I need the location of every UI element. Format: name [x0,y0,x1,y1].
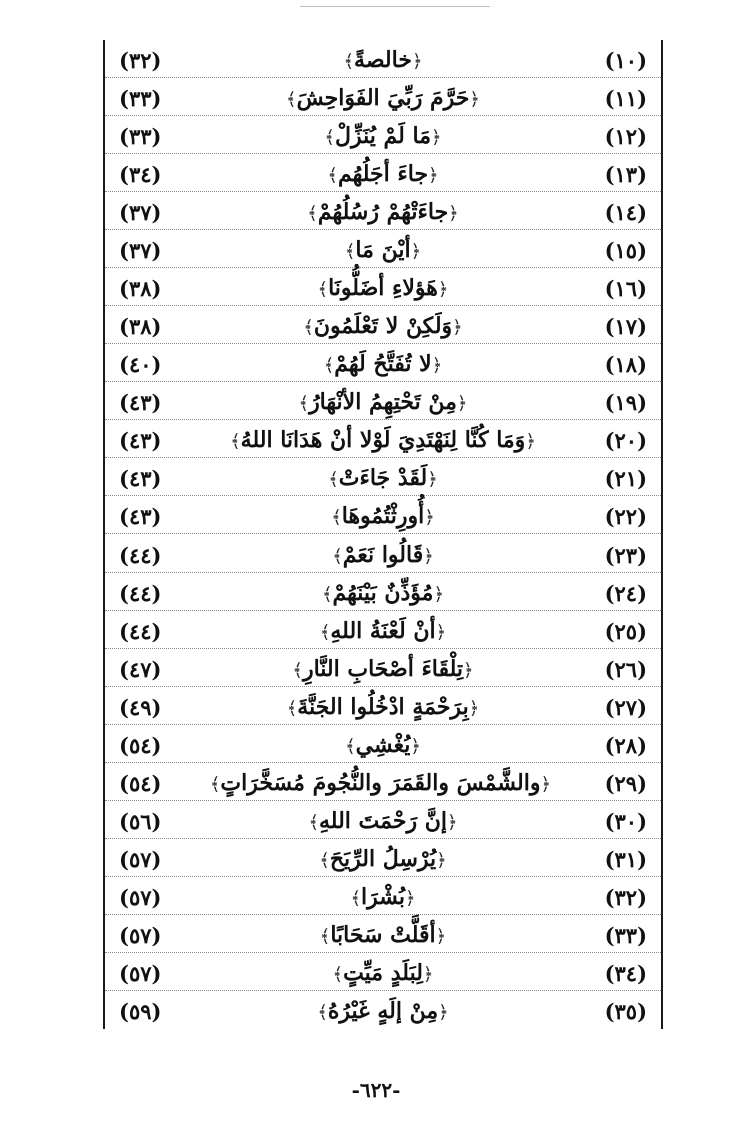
ornate-bracket-close-icon: ﴾ [332,545,343,567]
table-row [105,535,661,573]
ornate-bracket-open-icon: ﴿ [448,203,459,225]
page-reference: (٤٤) [119,580,162,606]
page-reference: (٣٤) [119,162,162,188]
phrase-text: أقَلَّتْ سَحَابًا [330,921,436,948]
ornate-bracket-close-icon: ﴾ [209,773,221,795]
phrase-text: والشَّمْسَ والقَمَرَ والنُّجُومَ مُسَخَّرَاتٍ [220,769,541,796]
table-row [105,268,661,306]
ornate-bracket-close-icon: ﴾ [286,89,297,111]
page-reference: (٥٤) [119,770,162,796]
phrase-text: لِبَلَدٍ مَيِّتٍ [343,959,423,986]
page-reference: (٤٤) [119,618,162,644]
ornate-bracket-close-icon: ﴾ [319,621,331,643]
entry-number: (٣٢) [604,884,647,910]
ornate-bracket-open-icon: ﴿ [456,393,468,415]
ornate-bracket-open-icon: ﴿ [411,51,423,72]
page-reference: (٤٣) [119,390,162,416]
table-row [105,192,661,230]
table-row [105,420,661,458]
ornate-bracket-open-icon: ﴿ [428,165,439,187]
ornate-bracket-open-icon: ﴿ [540,773,551,795]
page-reference: (٣٣) [119,86,162,112]
ornate-bracket-close-icon: ﴾ [303,317,314,339]
quran-phrase [215,154,551,191]
ornate-bracket-open-icon: ﴿ [433,583,445,605]
table-row [105,306,661,344]
entry-number: (١٣) [604,162,647,188]
quran-phrase [215,611,551,648]
ornate-bracket-close-icon: ﴾ [307,203,318,225]
ornate-bracket-open-icon: ﴿ [469,89,480,111]
ornate-bracket-close-icon: ﴾ [319,849,330,871]
page-reference: (٤٠) [119,352,162,378]
quran-phrase [215,40,551,77]
quran-phrase [215,344,551,381]
ornate-bracket-close-icon: ﴾ [319,925,331,947]
ornate-bracket-close-icon: ﴾ [331,507,342,529]
entry-number: (١٠) [604,48,647,73]
entry-number: (٢٦) [604,656,647,682]
ornate-bracket-open-icon: ﴿ [435,621,447,643]
table-row [105,915,661,953]
ornate-bracket-close-icon: ﴾ [286,697,298,719]
table-row [105,763,661,801]
quran-phrase [215,725,551,762]
page-reference: (٥٧) [119,960,162,986]
quran-phrase [215,535,551,572]
ornate-bracket-close-icon: ﴾ [323,355,335,377]
table-row [105,839,661,877]
page-reference: (٤٣) [119,428,162,454]
ornate-bracket-open-icon: ﴿ [424,507,435,529]
quran-phrase [215,116,551,153]
ornate-bracket-close-icon: ﴾ [321,583,333,605]
page-reference: (٥٧) [119,884,162,910]
ornate-bracket-open-icon: ﴿ [438,1001,449,1023]
entry-number: (٣٣) [604,922,647,948]
ornate-bracket-open-icon: ﴿ [435,925,447,947]
entry-number: (٢٠) [604,428,647,454]
phrase-text: بِرَحْمَةٍ ادْخُلُوا الجَنَّةَ [297,693,469,720]
page-reference: (٣٧) [119,200,162,226]
table-row [105,573,661,611]
quran-phrase [215,649,551,686]
page-reference: (٤٧) [119,656,162,682]
verse-index-table [103,40,663,1029]
phrase-text: حَرَّمَ رَبِّيَ الفَوَاحِشَ [296,85,470,112]
ornate-bracket-open-icon: ﴿ [410,241,422,263]
ornate-bracket-open-icon: ﴿ [452,317,463,339]
ornate-bracket-close-icon: ﴾ [298,393,310,415]
quran-phrase [215,268,551,305]
entry-number: (٣٥) [604,998,647,1024]
phrase-text: هَؤلاءِ أضَلُّونَا [328,275,438,302]
table-row [105,382,661,420]
quran-phrase [215,420,551,457]
phrase-text: خالصةً [354,47,412,73]
table-row [105,687,661,725]
page-reference: (٤٣) [119,504,162,530]
ornate-bracket-close-icon: ﴾ [350,887,361,909]
table-row [105,725,661,763]
ornate-bracket-close-icon: ﴾ [317,279,329,301]
quran-phrase [215,953,551,990]
phrase-text: أنْ لَعْنَةُ اللهِ [330,617,436,644]
phrase-text: مِنْ تَحْتِهِمُ الأنْهَارُ [309,389,457,416]
phrase-text: يُرْسِلُ الرِّيَحَ [329,845,437,872]
phrase-text: مِنْ إلَهٍ غَيْرُهُ [327,997,439,1024]
phrase-text: لا تُفَتَّحُ لَهُمْ [334,351,432,378]
quran-phrase [209,763,551,800]
quran-phrase [215,382,551,419]
entry-number: (١٨) [604,352,647,378]
table-row [105,154,661,192]
page-reference: (٣٧) [119,238,162,264]
table-row [105,877,661,915]
ornate-bracket-open-icon: ﴿ [447,811,458,833]
ornate-bracket-open-icon: ﴿ [431,127,442,149]
table-row [105,953,661,991]
table-row [105,496,661,534]
quran-phrase [215,839,551,876]
table-row [105,116,661,154]
phrase-text: يُغْشِي [355,731,411,758]
ornate-bracket-close-icon: ﴾ [317,1001,328,1023]
ornate-bracket-open-icon: ﴿ [422,963,434,985]
entry-number: (١٩) [604,390,647,416]
page-reference: (٣٨) [119,314,162,340]
phrase-text: مُؤَذِّنٌ بَيْنَهُمْ [332,579,434,606]
quran-phrase [215,230,551,267]
quran-phrase [215,192,551,229]
entry-number: (٣٠) [604,808,647,834]
ornate-bracket-open-icon: ﴿ [437,279,449,301]
page-reference: (٥٧) [119,922,162,948]
entry-number: (١٦) [604,276,647,302]
page-reference: (٥٧) [119,846,162,872]
entry-number: (٢٨) [604,732,647,758]
top-rule [300,6,490,7]
entry-number: (١٥) [604,238,647,264]
quran-phrase [215,496,551,533]
ornate-bracket-close-icon: ﴾ [324,127,335,149]
entry-number: (٢١) [604,466,647,492]
ornate-bracket-close-icon: ﴾ [292,659,303,681]
ornate-bracket-open-icon: ﴿ [427,469,438,491]
page-reference: (٥٩) [119,998,162,1024]
quran-phrase [215,991,551,1028]
table-row [105,801,661,839]
ornate-bracket-open-icon: ﴿ [410,735,421,757]
ornate-bracket-open-icon: ﴿ [468,697,480,719]
ornate-bracket-close-icon: ﴾ [343,51,355,72]
table-row [105,649,661,687]
phrase-text: أُورِثْتُمُوهَا [341,503,425,530]
page-reference: (٣٣) [119,124,162,150]
ornate-bracket-close-icon: ﴾ [332,963,344,985]
entry-number: (٢٤) [604,580,647,606]
ornate-bracket-open-icon: ﴿ [405,887,416,909]
page-reference: (٤٩) [119,694,162,720]
quran-phrase [215,78,551,115]
ornate-bracket-close-icon: ﴾ [345,735,356,757]
phrase-text: جاءَتْهُمْ رُسُلُهُمْ [317,199,449,226]
ornate-bracket-open-icon: ﴿ [525,431,536,453]
entry-number: (١١) [604,86,647,112]
ornate-bracket-open-icon: ﴿ [436,849,447,871]
phrase-text: وَمَا كُنَّا لِنَهْتَدِيَ لَوْلا أنْ هَدَانَا اللهُ [240,427,526,454]
entry-number: (١٤) [604,200,647,226]
entry-number: (٢٥) [604,618,647,644]
phrase-text: إنَّ رَحْمَتَ اللهِ [318,807,448,834]
table-row [105,344,661,382]
quran-phrase [215,915,551,952]
entry-number: (٢٩) [604,770,647,796]
ornate-bracket-open-icon: ﴿ [431,355,443,377]
entry-number: (٣٤) [604,960,647,986]
quran-phrase [215,573,551,610]
phrase-text: جاءَ أجَلُهُم [337,161,429,188]
table-row [105,40,661,78]
phrase-text: أيْنَ مَا [355,237,411,264]
page-reference: (٣٨) [119,276,162,302]
entry-number: (٢٣) [604,542,647,568]
page-reference: (٤٣) [119,466,162,492]
page-reference: (٣٢) [119,48,162,73]
ornate-bracket-close-icon: ﴾ [328,469,339,491]
ornate-bracket-close-icon: ﴾ [230,431,241,453]
table-row [105,230,661,268]
quran-phrase [215,458,551,495]
ornate-bracket-open-icon: ﴿ [463,659,474,681]
table-row [105,78,661,116]
page-reference: (٥٤) [119,732,162,758]
entry-number: (١٧) [604,314,647,340]
ornate-bracket-close-icon: ﴾ [344,241,356,263]
page-reference: (٤٤) [119,542,162,568]
quran-phrase [215,687,551,724]
entry-number: (٢٢) [604,504,647,530]
ornate-bracket-close-icon: ﴾ [308,811,319,833]
page-reference: (٥٦) [119,808,162,834]
entry-number: (١٢) [604,124,647,150]
phrase-text: قَالُوا نَعَمْ [342,541,424,568]
table-row [105,611,661,649]
phrase-text: تِلْقَاءَ أصْحَابِ النَّارِ [302,655,464,682]
phrase-text: وَلَكِنْ لا تَعْلَمُونَ [313,313,453,340]
ornate-bracket-open-icon: ﴿ [423,545,434,567]
quran-phrase [215,877,551,914]
phrase-text: لَقَدْ جَاءَتْ [338,465,428,492]
entry-number: (٢٧) [604,694,647,720]
phrase-text: بُشْرَا [361,883,405,910]
entry-number: (٣١) [604,846,647,872]
quran-phrase [215,801,551,838]
page-number: -٦٢٢- [351,1078,401,1102]
quran-phrase [215,306,551,343]
ornate-bracket-close-icon: ﴾ [327,165,338,187]
table-row [105,458,661,496]
table-row [105,991,661,1029]
phrase-text: مَا لَمْ يُنَزِّلْ [334,123,432,150]
